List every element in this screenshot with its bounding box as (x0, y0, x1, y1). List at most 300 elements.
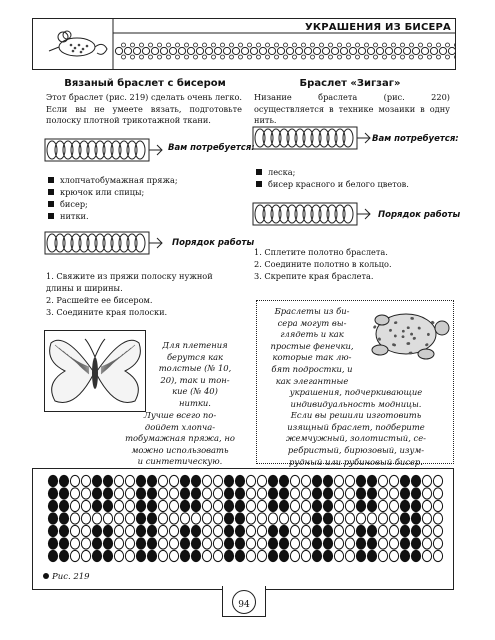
bead (81, 550, 90, 561)
bead (48, 488, 57, 499)
left-materials-list (48, 174, 238, 222)
bead (169, 488, 178, 499)
bead (147, 500, 156, 511)
bead (279, 488, 288, 499)
bead (323, 500, 332, 511)
bead (213, 525, 222, 536)
bead (389, 475, 398, 486)
bead (334, 500, 343, 511)
bead (224, 488, 233, 499)
bead (70, 513, 79, 524)
bead (323, 550, 332, 561)
bead (48, 475, 57, 486)
bead (235, 475, 244, 486)
butterfly-illustration (44, 330, 146, 412)
bead (125, 550, 134, 561)
bead (334, 513, 343, 524)
bead (312, 488, 321, 499)
bead (356, 538, 365, 549)
note-line: Для плетения (162, 340, 228, 350)
bead (334, 488, 343, 499)
bead (389, 513, 398, 524)
figure-caption (43, 572, 90, 582)
bead (345, 500, 354, 511)
bead (48, 525, 57, 536)
bead (147, 475, 156, 486)
bead (158, 500, 167, 511)
bead (48, 550, 57, 561)
bead (147, 488, 156, 499)
bead (367, 525, 376, 536)
bead (136, 488, 145, 499)
tip-text-bottom (262, 387, 450, 468)
bead (268, 500, 277, 511)
bead (356, 525, 365, 536)
bead (59, 500, 68, 511)
bead (356, 513, 365, 524)
bead (400, 525, 409, 536)
left-order-label: Порядок работы (172, 238, 255, 248)
bead (334, 525, 343, 536)
bead (400, 550, 409, 561)
knit-diagram-1 (44, 136, 164, 164)
left-need-label: Вам потребуется: (168, 143, 255, 153)
bead (433, 488, 442, 499)
list-item: 2. Соедините полотно в кольцо. (254, 259, 392, 269)
bead (422, 550, 431, 561)
page-number-circle (232, 590, 256, 614)
bead (147, 513, 156, 524)
bead (158, 550, 167, 561)
list-item: бисер красного и белого цветов. (256, 178, 446, 190)
bead (191, 538, 200, 549)
bead (224, 500, 233, 511)
bead (70, 538, 79, 549)
bead (279, 525, 288, 536)
bead (114, 475, 123, 486)
bead (48, 500, 57, 511)
zigzag-diagram-1 (252, 124, 372, 152)
list-item: 1. Свяжите из пряжи полоску нужной длины и ширины. (46, 271, 213, 293)
note-line: и синтетическую. (137, 456, 223, 467)
note-line: берутся как (166, 351, 224, 362)
bead (400, 538, 409, 549)
bead (92, 500, 101, 511)
bead (70, 550, 79, 561)
bead (191, 475, 200, 486)
bead (180, 513, 189, 524)
bead (125, 513, 134, 524)
note-line: можно использовать (131, 444, 229, 455)
bead (125, 475, 134, 486)
tip-line: рудный или рубиновый бисер. (289, 456, 423, 467)
bead (345, 513, 354, 524)
bead (290, 550, 299, 561)
bead (158, 488, 167, 499)
mouse-figurine-icon (37, 23, 111, 65)
bead (224, 538, 233, 549)
list-item: леска; (256, 166, 446, 178)
bead (125, 500, 134, 511)
bead (323, 475, 332, 486)
bead (81, 488, 90, 499)
bead (103, 525, 112, 536)
bead (268, 525, 277, 536)
bead (213, 538, 222, 549)
bead (213, 475, 222, 486)
right-materials-list (256, 166, 446, 190)
bead (48, 538, 57, 549)
bead (202, 550, 211, 561)
bead (224, 475, 233, 486)
note-line: дойдет хлопча- (144, 421, 216, 432)
bead (389, 500, 398, 511)
right-steps-list (254, 246, 450, 282)
bead (323, 525, 332, 536)
tip-line: сера могут вы- (277, 317, 347, 328)
bead (191, 550, 200, 561)
bead (202, 525, 211, 536)
bead (290, 513, 299, 524)
bead (367, 500, 376, 511)
left-section-title: Вязаный браслет с бисером (64, 78, 226, 89)
list-item: 3. Скрепите края браслета. (254, 271, 374, 281)
bead (268, 538, 277, 549)
note-line: толстые (№ 10, (158, 363, 232, 374)
bead (422, 500, 431, 511)
bead (125, 538, 134, 549)
bullet-dot-icon (43, 573, 49, 579)
bead (103, 500, 112, 511)
bead (213, 500, 222, 511)
tip-line: изящный браслет, подберите (287, 421, 425, 432)
bead (169, 475, 178, 486)
zigzag-diagram-2 (252, 200, 372, 228)
bead (235, 525, 244, 536)
bead (224, 513, 233, 524)
bead (268, 550, 277, 561)
bead (400, 475, 409, 486)
bead (279, 538, 288, 549)
left-intro: Этот браслет (рис. 219) сделать очень легко. Если вы не умеете вязать, подготовьте полоску плотной трикотажной ткани. (46, 92, 242, 125)
bead (103, 513, 112, 524)
bead (323, 538, 332, 549)
bead (312, 550, 321, 561)
header-title: УКРАШЕНИЯ ИЗ БИСЕРА (304, 22, 451, 33)
bead (433, 513, 442, 524)
bead (312, 475, 321, 486)
bead (301, 513, 310, 524)
list-item: 3. Соедините края полоски. (46, 307, 168, 317)
bead (191, 525, 200, 536)
bead (158, 525, 167, 536)
bead (279, 513, 288, 524)
tip-line: которые так лю- (272, 352, 352, 363)
bead (411, 475, 420, 486)
bead (81, 475, 90, 486)
bead (389, 488, 398, 499)
tip-line: как элегантные (275, 375, 349, 386)
bead (433, 550, 442, 561)
bead (389, 538, 398, 549)
right-order-label: Порядок работы (378, 210, 461, 220)
tip-text-top (262, 306, 362, 387)
bead (202, 538, 211, 549)
bead (257, 538, 266, 549)
bead (345, 538, 354, 549)
bead (114, 525, 123, 536)
bead (81, 500, 90, 511)
bead (191, 500, 200, 511)
bead (70, 525, 79, 536)
bead (136, 475, 145, 486)
bead (169, 500, 178, 511)
bead (169, 525, 178, 536)
bead (257, 500, 266, 511)
caption-text: Рис. 219 (52, 572, 90, 582)
bead (257, 550, 266, 561)
bead (334, 550, 343, 561)
bead (411, 538, 420, 549)
bead (411, 488, 420, 499)
bead (367, 538, 376, 549)
bead (433, 500, 442, 511)
list-item: нитки. (48, 210, 238, 222)
bead (301, 500, 310, 511)
bead (290, 475, 299, 486)
bead (246, 488, 255, 499)
right-need-label: Вам потребуется: (372, 134, 459, 144)
bead (114, 538, 123, 549)
bead (400, 513, 409, 524)
bead (125, 488, 134, 499)
bead (323, 488, 332, 499)
bead (312, 525, 321, 536)
bead (411, 525, 420, 536)
bead (400, 488, 409, 499)
bead (301, 488, 310, 499)
bead (290, 525, 299, 536)
bead (356, 488, 365, 499)
bead (246, 475, 255, 486)
bead (213, 550, 222, 561)
bead (422, 488, 431, 499)
bead (224, 550, 233, 561)
bead-pattern-grid (33, 469, 453, 569)
bead (312, 500, 321, 511)
page-number-badge (222, 586, 266, 617)
bead (312, 513, 321, 524)
bead (103, 550, 112, 561)
bead (422, 525, 431, 536)
list-item: 1. Сплетите полотно браслета. (254, 247, 388, 257)
bead (180, 475, 189, 486)
list-item: 2. Расшейте ее бисером. (46, 295, 153, 305)
left-steps-list (46, 270, 242, 318)
bead (257, 513, 266, 524)
bead (59, 488, 68, 499)
list-item: бисер; (48, 198, 238, 210)
bead (356, 550, 365, 561)
knit-diagram-2 (44, 229, 164, 257)
bead (103, 475, 112, 486)
bead (378, 475, 387, 486)
bead (378, 525, 387, 536)
bead (92, 475, 101, 486)
bead (213, 488, 222, 499)
bead (235, 550, 244, 561)
bead (158, 513, 167, 524)
bead (301, 550, 310, 561)
list-item: хлопчатобумажная пряжа; (48, 174, 238, 186)
bead (136, 550, 145, 561)
bead (422, 475, 431, 486)
bead (202, 513, 211, 524)
bead (235, 488, 244, 499)
bead (147, 538, 156, 549)
bead (59, 538, 68, 549)
bead (114, 513, 123, 524)
bead (246, 550, 255, 561)
bead (268, 488, 277, 499)
bead (213, 513, 222, 524)
bead (92, 513, 101, 524)
tip-line: Браслеты из би- (274, 306, 350, 316)
bead (235, 513, 244, 524)
bead (81, 513, 90, 524)
bead (433, 525, 442, 536)
bead (114, 488, 123, 499)
tip-line: индивидуальность модницы. (290, 398, 422, 409)
bead (147, 550, 156, 561)
bead (279, 475, 288, 486)
bead (301, 475, 310, 486)
bead (169, 538, 178, 549)
note-line: Лучше всего по- (143, 410, 217, 420)
tip-line: глядеть и как (280, 329, 344, 340)
bead (334, 538, 343, 549)
page-number: 94 (238, 600, 250, 610)
bead (356, 500, 365, 511)
bead (290, 500, 299, 511)
bead (202, 475, 211, 486)
bead (180, 500, 189, 511)
bead (202, 488, 211, 499)
bead (136, 538, 145, 549)
bead (400, 500, 409, 511)
bead (136, 525, 145, 536)
bead (191, 488, 200, 499)
bead (367, 475, 376, 486)
bead (59, 550, 68, 561)
turtle-brooch-illustration (362, 298, 452, 370)
bead (70, 500, 79, 511)
bead (246, 513, 255, 524)
tip-line: ребристый, бирюзовый, изум- (287, 444, 425, 455)
bead (59, 513, 68, 524)
bead (180, 488, 189, 499)
bead (114, 500, 123, 511)
thread-note (150, 340, 240, 410)
bead (367, 550, 376, 561)
bead (422, 513, 431, 524)
bead (114, 550, 123, 561)
bead (81, 525, 90, 536)
bead (257, 525, 266, 536)
bead (433, 538, 442, 549)
bead (290, 488, 299, 499)
bead (433, 475, 442, 486)
right-intro: Низание браслета (рис. 220) осуществляется в технике мозаики в одну нить. (254, 92, 450, 125)
bead (422, 538, 431, 549)
bead (279, 550, 288, 561)
note-line: кие (№ 40) (172, 386, 218, 397)
bead (345, 488, 354, 499)
bead (411, 500, 420, 511)
bead (180, 538, 189, 549)
bead (235, 500, 244, 511)
bead (378, 513, 387, 524)
bead (411, 513, 420, 524)
bead (268, 513, 277, 524)
bead (279, 500, 288, 511)
note-line: тобумажная пряжа, но (125, 433, 235, 444)
bead (169, 513, 178, 524)
bead (268, 475, 277, 486)
tip-line: жемчужный, золотистый, се- (285, 433, 427, 444)
bead (235, 538, 244, 549)
bead (92, 538, 101, 549)
bead (290, 538, 299, 549)
bead (378, 538, 387, 549)
bead (312, 538, 321, 549)
note-line: нитки. (179, 397, 211, 408)
bead (158, 475, 167, 486)
page-header (32, 18, 456, 70)
bead (92, 488, 101, 499)
bead (59, 475, 68, 486)
bead (246, 500, 255, 511)
bead (81, 538, 90, 549)
bead (48, 513, 57, 524)
bead (125, 525, 134, 536)
note-line: 20), так и тон- (160, 374, 230, 385)
tip-line: бят подростки, и (271, 363, 353, 374)
bead (257, 475, 266, 486)
bead (92, 525, 101, 536)
bead (323, 513, 332, 524)
bead (378, 488, 387, 499)
figure-219-frame (32, 468, 454, 590)
bead (246, 538, 255, 549)
bead (70, 475, 79, 486)
bead (70, 488, 79, 499)
bead (389, 550, 398, 561)
tip-line: простые фенечки, (270, 340, 354, 351)
bead (103, 538, 112, 549)
bead (169, 550, 178, 561)
bead (191, 513, 200, 524)
bead (180, 525, 189, 536)
tip-line: Если вы решили изготовить (290, 410, 422, 421)
bead (356, 475, 365, 486)
bead (92, 550, 101, 561)
bead (103, 488, 112, 499)
tip-line: украшения, подчеркивающие (289, 387, 423, 397)
bead (367, 513, 376, 524)
bead (378, 500, 387, 511)
bead (158, 538, 167, 549)
